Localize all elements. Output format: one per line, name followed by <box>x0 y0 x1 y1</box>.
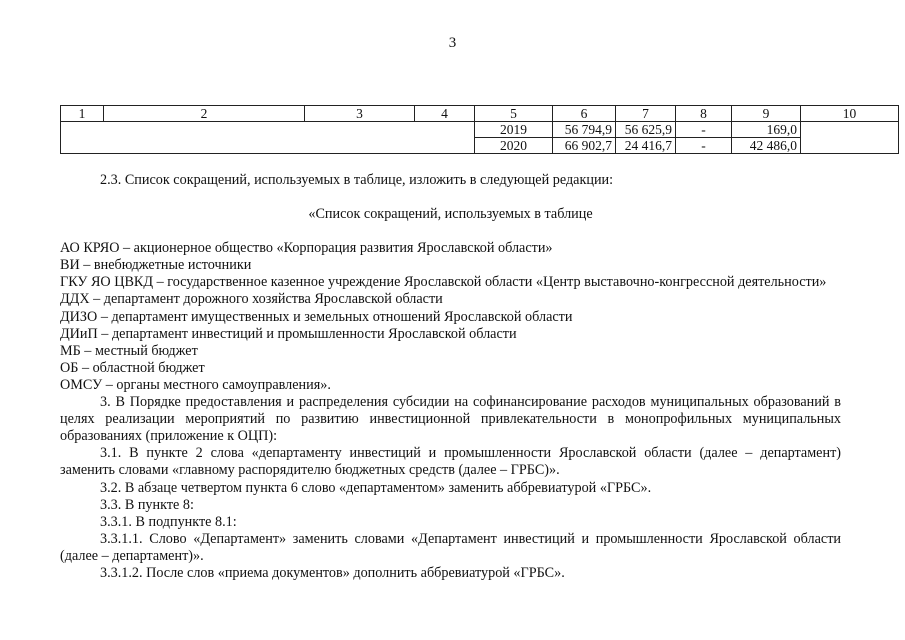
list-item: ДИиП – департамент инвестиций и промышленности Ярославской области <box>60 325 517 342</box>
paragraph: 3.2. В абзаце четвертом пункта 6 слово «департаментом» заменить аббревиатурой «ГРБС». <box>100 479 652 496</box>
table-header-cell: 5 <box>475 106 553 122</box>
table-cell: 66 902,7 <box>553 138 616 154</box>
paragraph: 3. В Порядке предоставления и распределения субсидии на софинансирование расходов муниципальных образований в целях реализации мероприятий по развитию инвестиционной привлекательности в монопрофильных муниципальных образованиях (приложение к ОЦП): <box>60 394 841 445</box>
list-item: ВИ – внебюджетные источники <box>60 257 252 274</box>
table-cell: 56 625,9 <box>616 122 676 138</box>
paragraph: 3.3. В пункте 8: <box>100 496 194 513</box>
document-body <box>60 172 841 582</box>
table-header-cell: 6 <box>553 106 616 122</box>
abbreviation-list <box>60 240 841 394</box>
intro-paragraph: 2.3. Список сокращений, используемых в таблице, изложить в следующей редакции: <box>100 172 614 188</box>
table-cell: 56 794,9 <box>553 122 616 138</box>
table-header-cell: 9 <box>732 106 801 122</box>
table-header-row <box>61 106 899 122</box>
data-table <box>60 105 899 154</box>
table-header-cell: 2 <box>104 106 305 122</box>
table-empty-cell <box>61 122 475 154</box>
list-item: АО КРЯО – акционерное общество «Корпорация развития Ярославской области» <box>60 240 553 257</box>
list-title: «Список сокращений, используемых в таблице <box>308 206 593 223</box>
list-item: ОБ – областной бюджет <box>60 359 205 376</box>
table-row <box>61 122 899 138</box>
paragraph: 3.3.1.1. Слово «Департамент» заменить словами «Департамент инвестиций и промышленности Ярославской области (далее – департамент)». <box>60 530 841 564</box>
table-header-cell: 3 <box>305 106 415 122</box>
table-header-cell: 7 <box>616 106 676 122</box>
page-number: 3 <box>448 35 457 51</box>
table-header-cell: 10 <box>801 106 899 122</box>
list-item: ОМСУ – органы местного самоуправления». <box>60 376 331 393</box>
paragraph: 3.1. В пункте 2 слова «департаменту инвестиций и промышленности Ярославской области (далее – департамент) заменить словами «главному распорядителю бюджетных средств (далее – ГРБС)». <box>60 445 841 479</box>
list-item: ДДХ – департамент дорожного хозяйства Ярославской области <box>60 291 443 308</box>
table-cell-year: 2019 <box>475 122 553 138</box>
paragraph: 3.3.1. В подпункте 8.1: <box>100 513 237 530</box>
table-header-cell: 8 <box>676 106 732 122</box>
list-item: МБ – местный бюджет <box>60 342 198 359</box>
table-cell-year: 2020 <box>475 138 553 154</box>
table-header-cell: 4 <box>415 106 475 122</box>
list-item: ГКУ ЯО ЦВКД – государственное казенное учреждение Ярославской области «Центр выставочно-конгрессной деятельности» <box>60 274 827 291</box>
table-header-cell: 1 <box>61 106 104 122</box>
table-empty-cell <box>801 122 899 154</box>
list-item: ДИЗО – департамент имущественных и земельных отношений Ярославской области <box>60 308 573 325</box>
table-cell: 169,0 <box>732 122 801 138</box>
table-cell: - <box>676 122 732 138</box>
paragraph: 3.3.1.2. После слов «приема документов» дополнить аббревиатурой «ГРБС». <box>100 564 565 581</box>
table-cell: 24 416,7 <box>616 138 676 154</box>
table-cell: - <box>676 138 732 154</box>
table-cell: 42 486,0 <box>732 138 801 154</box>
